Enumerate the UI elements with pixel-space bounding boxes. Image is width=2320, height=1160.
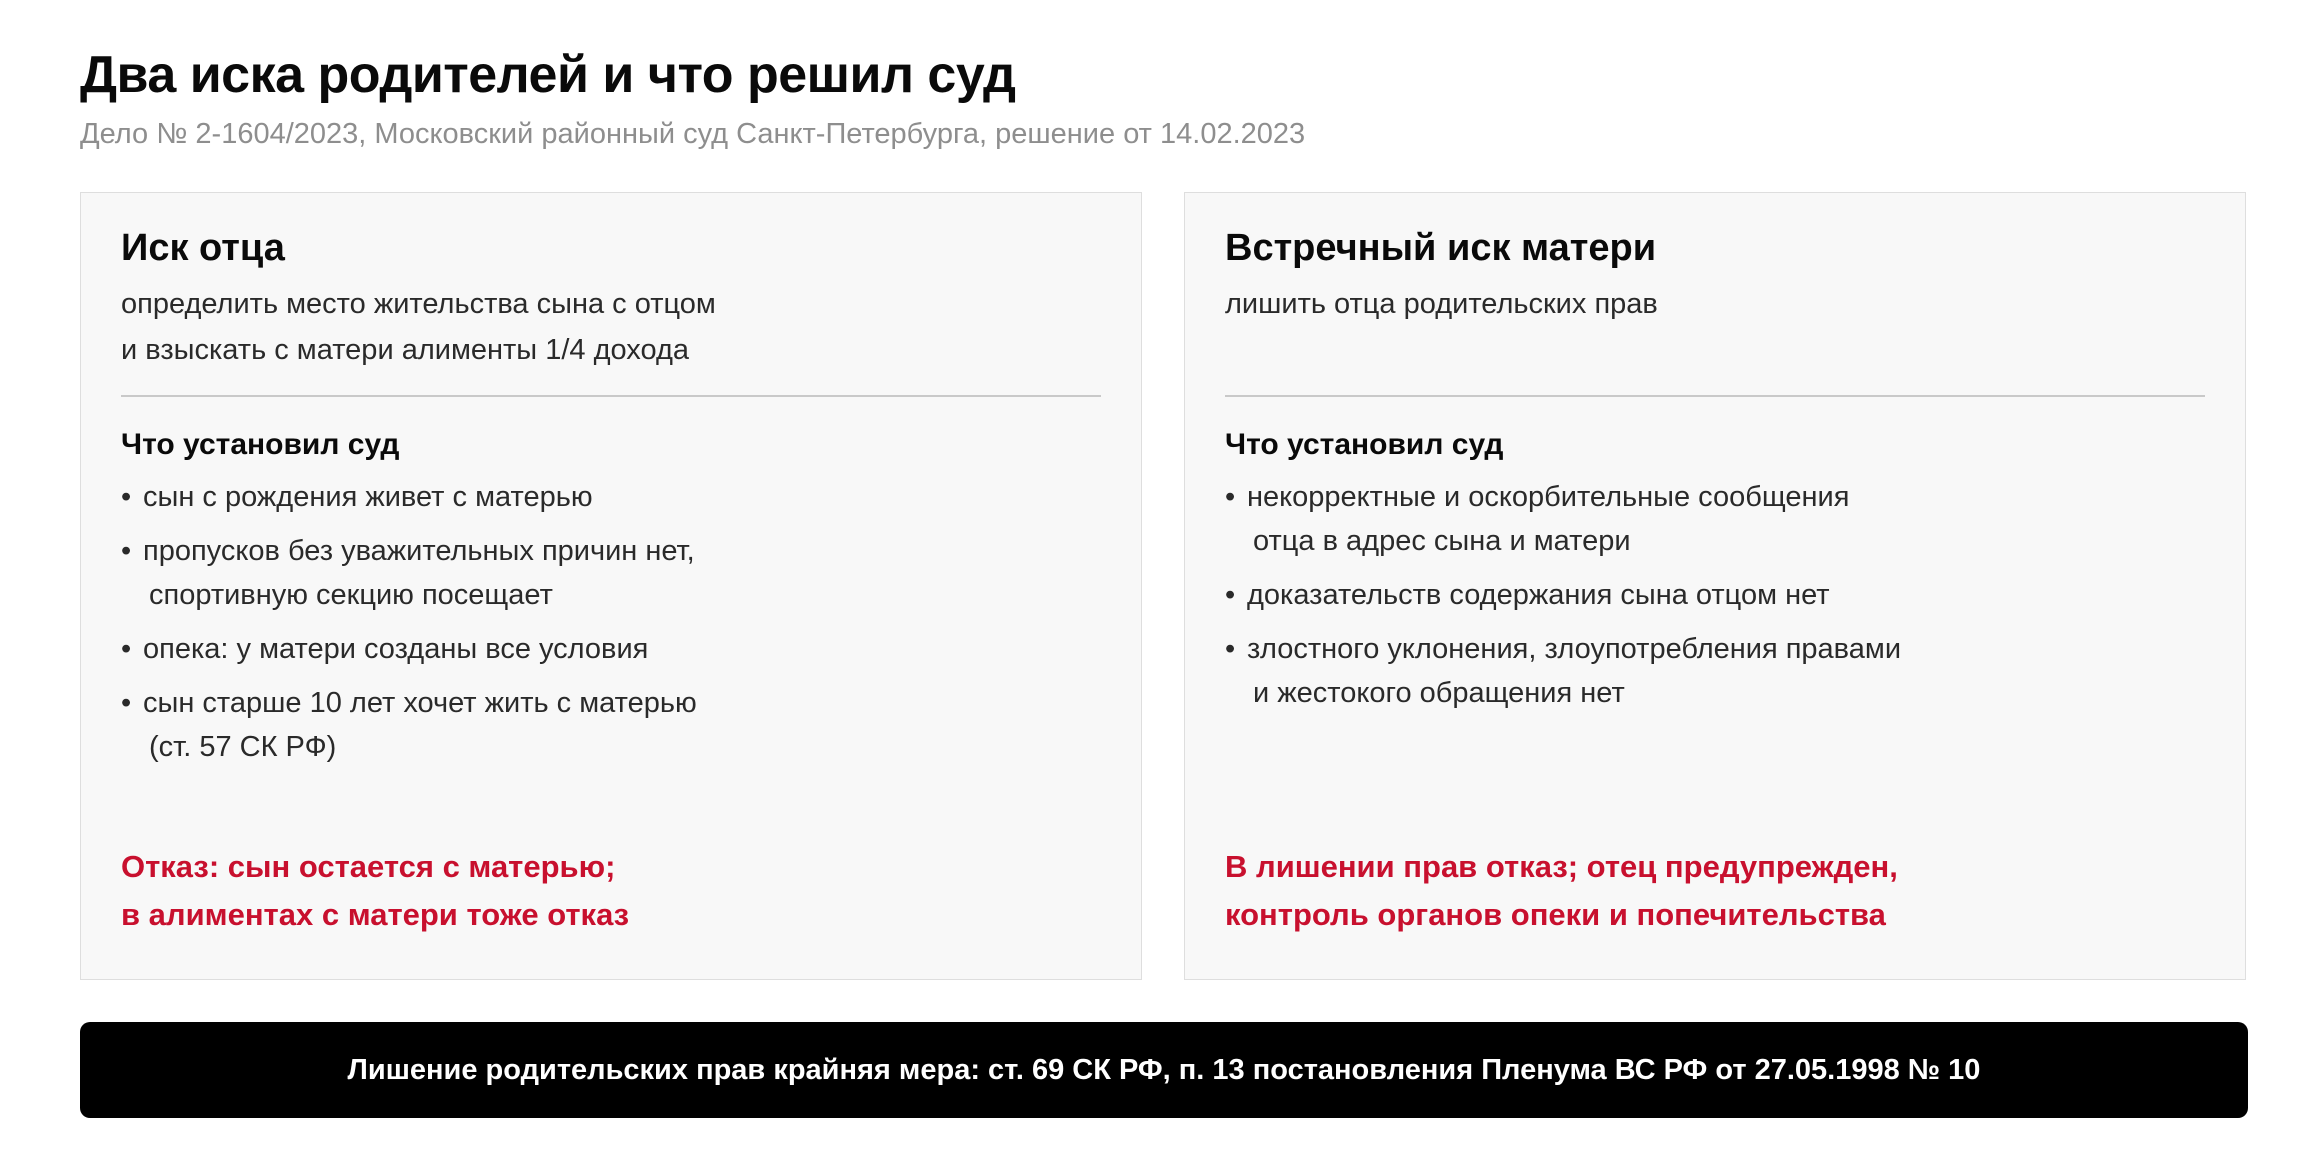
finding-line: сын с рождения живет с матерью (143, 481, 593, 513)
card-title: Иск отца (121, 227, 285, 269)
bullet-icon: • (1225, 633, 1236, 665)
finding-line: злостного уклонения, злоупотребления правами (1247, 633, 1902, 665)
claim-line: лишить отца родительских прав (1225, 288, 1658, 320)
finding-line: сын старше 10 лет хочет жить с матерью (143, 687, 697, 719)
verdict-line: Отказ: сын остается с матерью; (121, 849, 616, 884)
findings-list (1225, 475, 2205, 715)
verdict-line: контроль органов опеки и попечительства (1225, 897, 1886, 932)
divider (121, 395, 1101, 397)
bullet-icon: • (121, 633, 132, 665)
finding-line: опека: у матери созданы все условия (143, 633, 649, 665)
bullet-icon: • (1225, 481, 1236, 513)
page-title: Два иска родителей и что решил суд (80, 46, 1016, 104)
list-item (121, 627, 1101, 671)
bullet-icon: • (1225, 579, 1236, 611)
verdict (1225, 843, 1898, 939)
banner-text: Лишение родительских прав крайняя мера: ст. 69 СК РФ, п. 13 постановления Пленума ВС РФ от 27.05.1998 № 10 (347, 1054, 1981, 1086)
finding-line: отца в адрес сына и матери (1253, 525, 1631, 557)
list-item (121, 529, 1101, 617)
findings-title: Что установил суд (1225, 428, 1504, 461)
list-item (121, 475, 1101, 519)
verdict-line: В лишении прав отказ; отец предупрежден, (1225, 849, 1898, 884)
findings-title: Что установил суд (121, 428, 400, 461)
list-item (121, 681, 1101, 769)
mother-counterclaim-card (1184, 192, 2246, 980)
finding-line: и жестокого обращения нет (1253, 677, 1625, 709)
findings-list (121, 475, 1101, 769)
bullet-icon: • (121, 481, 132, 513)
divider (1225, 395, 2205, 397)
verdict (121, 843, 629, 939)
list-item (1225, 475, 2205, 563)
finding-line: некорректные и оскорбительные сообщения (1247, 481, 1850, 513)
card-title: Встречный иск матери (1225, 227, 1657, 269)
bullet-icon: • (121, 687, 132, 719)
finding-line: (ст. 57 СК РФ) (149, 731, 337, 763)
finding-line: спортивную секцию посещает (149, 579, 553, 611)
claim-text (121, 281, 1101, 373)
claim-text (1225, 281, 2205, 373)
finding-line: пропусков без уважительных причин нет, (143, 535, 695, 567)
bullet-icon: • (121, 535, 132, 567)
list-item (1225, 627, 2205, 715)
claim-line: определить место жительства сына с отцом (121, 288, 716, 320)
father-claim-card (80, 192, 1142, 980)
verdict-line: в алиментах с матери тоже отказ (121, 897, 630, 932)
cards-container (80, 192, 2248, 982)
finding-line: доказательств содержания сына отцом нет (1247, 579, 1830, 611)
legal-note-banner (80, 1022, 2248, 1118)
page (80, 42, 2248, 1086)
claim-line: и взыскать с матери алименты 1/4 дохода (121, 334, 690, 366)
case-subtitle: Дело № 2-1604/2023, Московский районный суд Санкт-Петербурга, решение от 14.02.2023 (80, 118, 1306, 150)
list-item (1225, 573, 2205, 617)
